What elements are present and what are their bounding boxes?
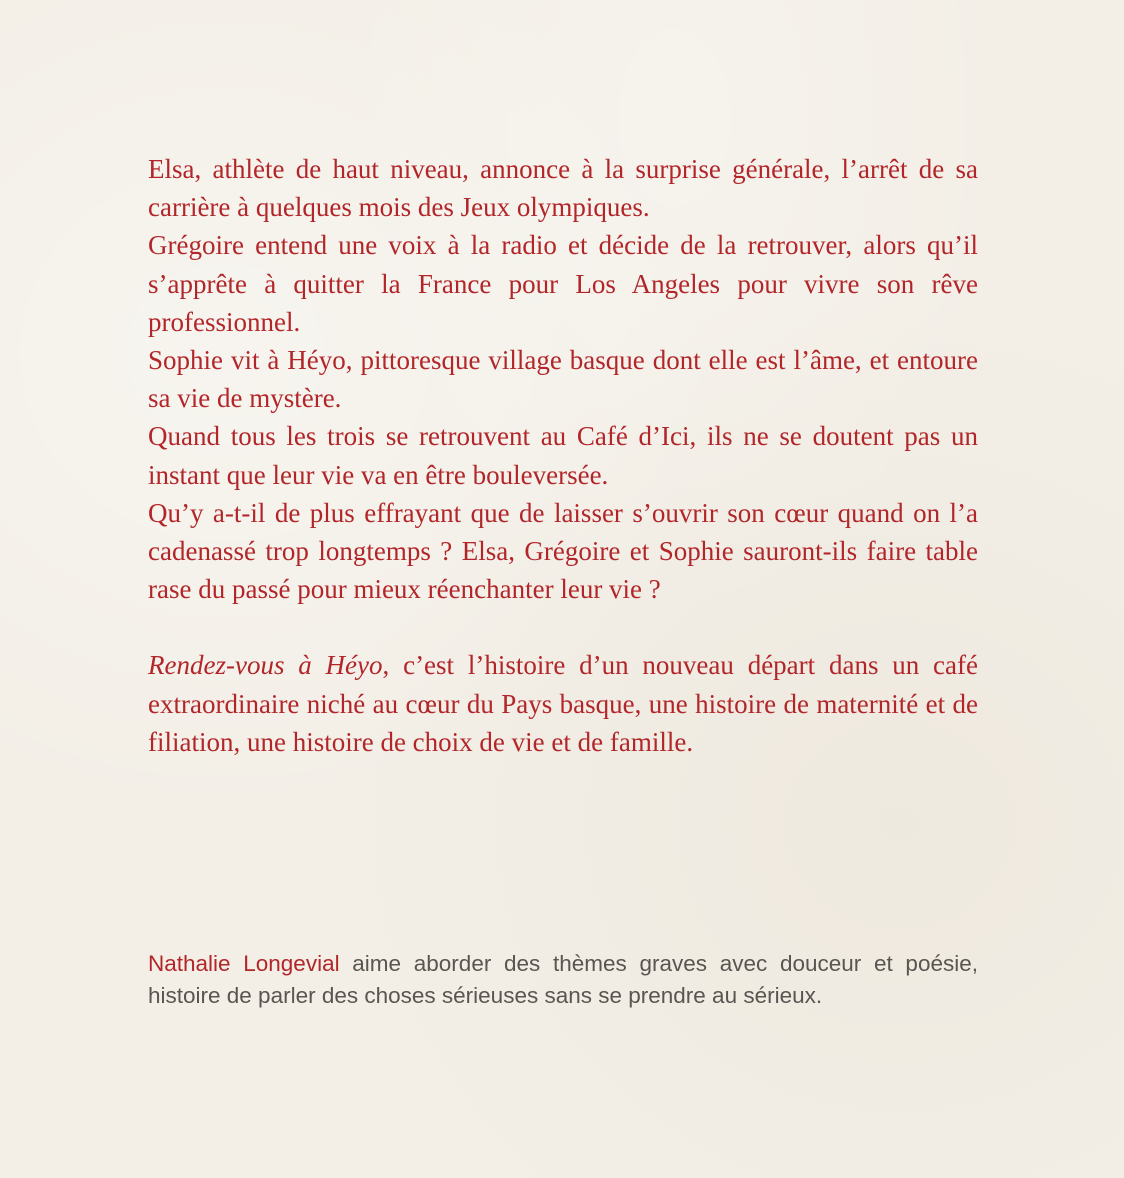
blurb-paragraph-gregoire: Grégoire entend une voix à la radio et décide de la retrouver, alors qu’il s’apprête à quitter la France pour Los Angeles pour vivre son rêve professionnel.: [148, 230, 978, 337]
book-blurb: [148, 150, 978, 761]
book-title: Rendez-vous à Héyo: [148, 650, 383, 681]
blurb-paragraph-cafe: Quand tous les trois se retrouvent au Café d’Ici, ils ne se doutent pas un instant que leur vie va en être bouleversée.: [148, 421, 978, 490]
blurb-paragraph-summary: [148, 646, 978, 761]
blurb-paragraph-question: Qu’y a-t-il de plus effrayant que de laisser s’ouvrir son cœur quand on l’a cadenassé trop longtemps ? Elsa, Grégoire et Sophie sauront-ils faire table rase du passé pour mieux réenchanter leur vie ?: [148, 497, 978, 605]
author-bio: [148, 948, 978, 1011]
author-name: Nathalie Longevial: [148, 951, 340, 976]
blurb-paragraph-elsa: Elsa, athlète de haut niveau, annonce à la surprise générale, l’arrêt de sa carrière à quelques mois des Jeux olympiques.: [148, 154, 978, 223]
blurb-paragraph-sophie: Sophie vit à Héyo, pittoresque village basque dont elle est l’âme, et entoure sa vie de mystère.: [148, 345, 978, 414]
summary-text: , c’est l’histoire d’un nouveau départ dans un café extraordinaire niché au cœur du Pays basque, une histoire de maternité et de filiation, une histoire de choix de vie et de famille.: [148, 650, 978, 757]
author-bio-text: aime aborder des thèmes graves avec douceur et poésie, histoire de parler des choses sérieuses sans se prendre au sérieux.: [148, 951, 978, 1008]
